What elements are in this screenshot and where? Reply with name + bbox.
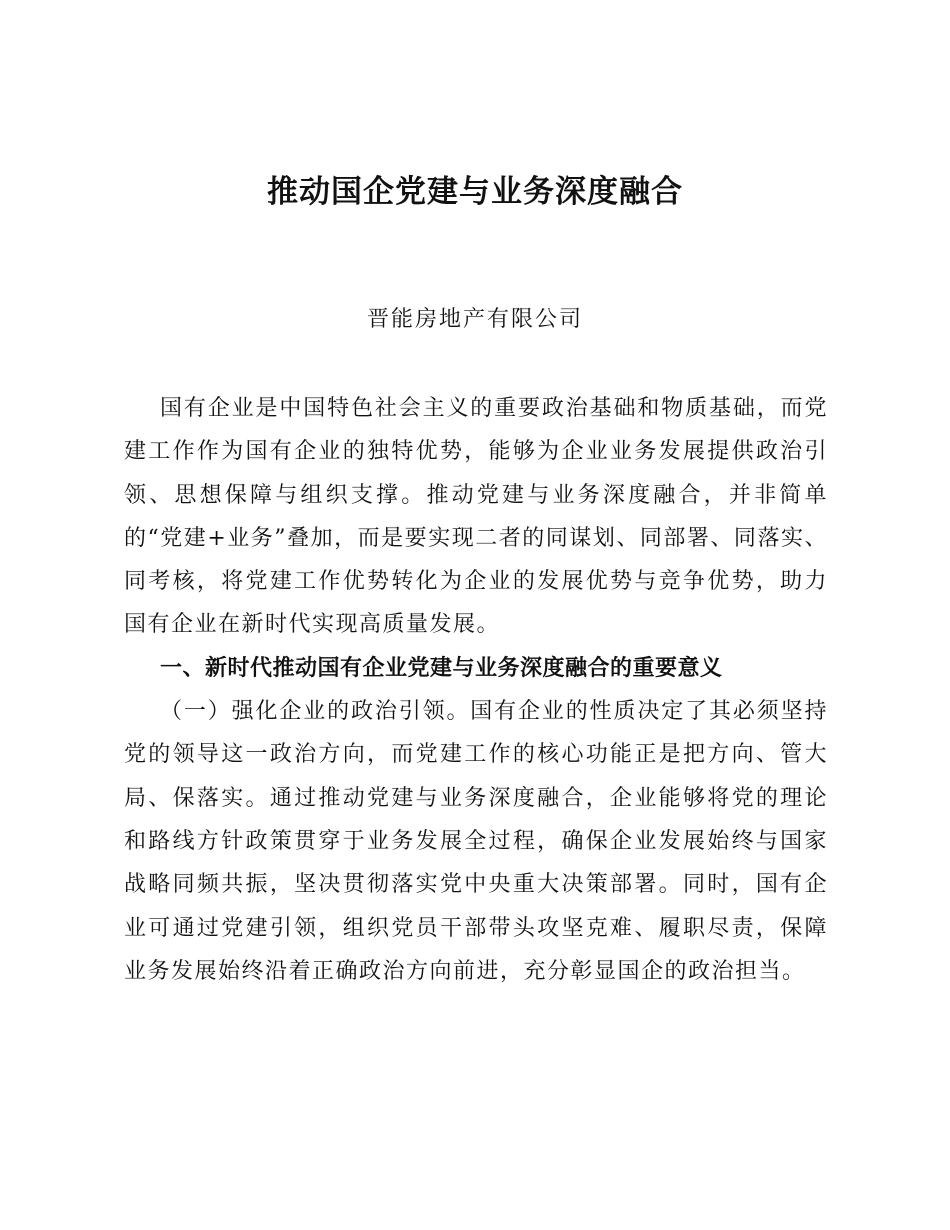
document-title: 推动国企党建与业务深度融合 [267,174,683,210]
document-body [124,387,828,993]
intro-paragraph: 国有企业是中国特色社会主义的重要政治基础和物质基础，而党建工作作为国有企业的独特优势，能够为企业业务发展提供政治引领、思想保障与组织支撑。推动党建与业务深度融合，并非简单的“党建+业务”叠加，而是要实现二者的同谋划、同部署、同落实、同考核，将党建工作优势转化为企业的发展优势与竞争优势，助力国有企业在新时代实现高质量发展。 [124,396,828,638]
company-name: 晋能房地产有限公司 [366,307,583,332]
section-heading: 一、新时代推动国有企业党建与业务深度融合的重要意义 [160,655,723,681]
subsection-paragraph: （一）强化企业的政治引领。国有企业的性质决定了其必须坚持党的领导这一政治方向，而党建工作的核心功能正是把方向、管大局、保落实。通过推动党建与业务深度融合，企业能够将党的理论和路线方针政策贯穿于业务发展全过程，确保企业发展始终与国家战略同频共振，坚决贯彻落实党中央重大决策部署。同时，国有企业可通过党建引领，组织党员干部带头攻坚克难、履职尽责，保障业务发展始终沿着正确政治方向前进，充分彰显国企的政治担当。 [124,699,828,984]
